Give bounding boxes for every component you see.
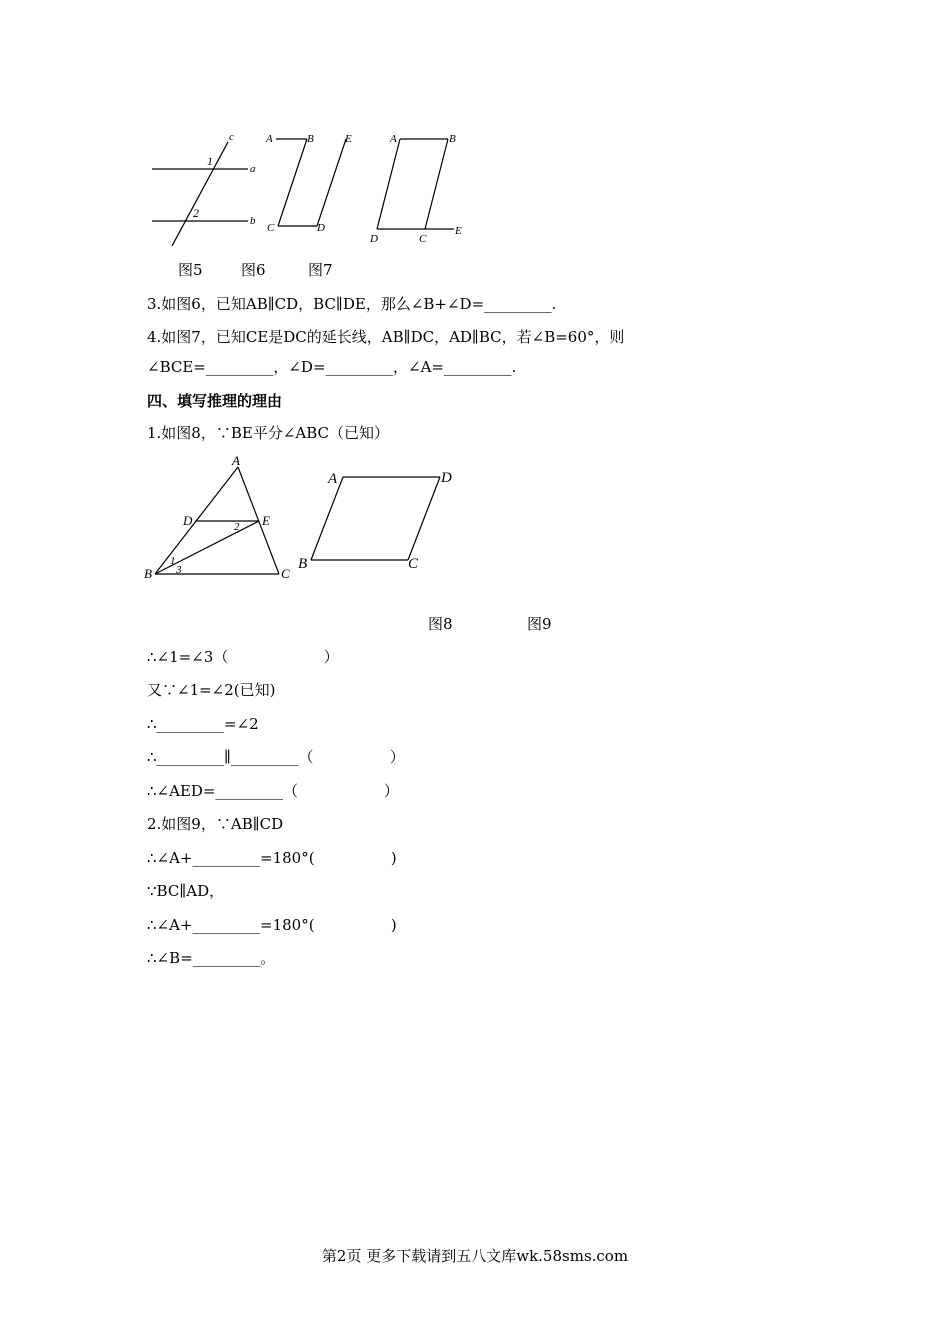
fig8-label-3: 3 (176, 564, 182, 576)
fig7-label-C: C (419, 233, 427, 245)
q2-step-1: 2.如图9，∵AB∥CD (147, 815, 284, 833)
fig5-label-c: c (229, 131, 234, 143)
q1-step-2: 又∵∠1=∠2(已知) (147, 681, 276, 699)
caption-fig9: 图9 (527, 615, 552, 633)
q2-step-5: ∴∠B=_________。 (147, 949, 276, 967)
fig6-label-A: A (266, 133, 273, 145)
q1-step-5: ∴∠AED=_________（ ） (147, 782, 399, 800)
caption-fig6: 图6 (241, 261, 266, 279)
fig8-label-2: 2 (234, 521, 240, 533)
figure-6 (262, 125, 362, 240)
fig5-label-2: 2 (193, 206, 199, 220)
q2-step-3: ∵BC∥AD， (147, 882, 225, 900)
fig6-label-E: E (345, 133, 352, 145)
fig8-label-D: D (183, 513, 193, 528)
fig7-label-D: D (370, 233, 378, 245)
figure-9 (295, 460, 465, 575)
fig6-label-C: C (267, 222, 275, 234)
caption-fig5: 图5 (178, 261, 203, 279)
fig8-label-E: E (262, 513, 270, 528)
caption-fig7: 图7 (308, 261, 333, 279)
fig5-label-a: a (250, 163, 256, 175)
figure-8 (140, 450, 300, 585)
fig6-label-B: B (307, 133, 314, 145)
question-4-line1: 4.如图7，已知CE是DC的延长线，AB∥DC，AD∥BC，若∠B=60°，则 (147, 328, 625, 346)
q1-step-1: ∴∠1=∠3（ ） (147, 648, 339, 666)
question-4-line2: ∠BCE=_________，∠D=_________，∠A=_________. (147, 358, 517, 376)
fig9-label-A: A (328, 471, 338, 487)
fig6-label-D: D (317, 222, 325, 234)
q2-step-2: ∴∠A+_________=180°( ) (147, 849, 397, 867)
question-3: 3.如图6，已知AB∥CD，BC∥DE，那么∠B+∠D=_________. (147, 295, 557, 313)
fig9-label-B: B (298, 556, 308, 572)
fig8-label-C: C (281, 566, 290, 581)
q1-step-3: ∴_________=∠2 (147, 715, 259, 733)
fig5-label-b: b (250, 215, 256, 227)
figure-5 (140, 125, 270, 255)
q1-step-4: ∴_________∥_________（ ） (147, 748, 405, 766)
caption-fig8: 图8 (428, 615, 453, 633)
fig5-label-1: 1 (207, 154, 213, 168)
fig8-label-1: 1 (170, 555, 176, 567)
fig9-label-C: C (408, 556, 419, 572)
fig7-label-A: A (390, 133, 397, 145)
fig7-label-E: E (455, 225, 462, 237)
fig9-label-D: D (441, 470, 452, 486)
q2-step-4: ∴∠A+_________=180°( ) (147, 916, 397, 934)
fig8-label-A: A (232, 453, 240, 468)
fig8-label-B: B (144, 566, 152, 581)
section-4-heading: 四、填写推理的理由 (147, 392, 283, 410)
page-footer: 第2页 更多下载请到五八文库wk.58sms.com (321, 1247, 629, 1265)
figure-7 (365, 125, 470, 247)
q1-intro: 1.如图8，∵BE平分∠ABC（已知） (147, 424, 390, 442)
fig7-label-B: B (449, 133, 456, 145)
